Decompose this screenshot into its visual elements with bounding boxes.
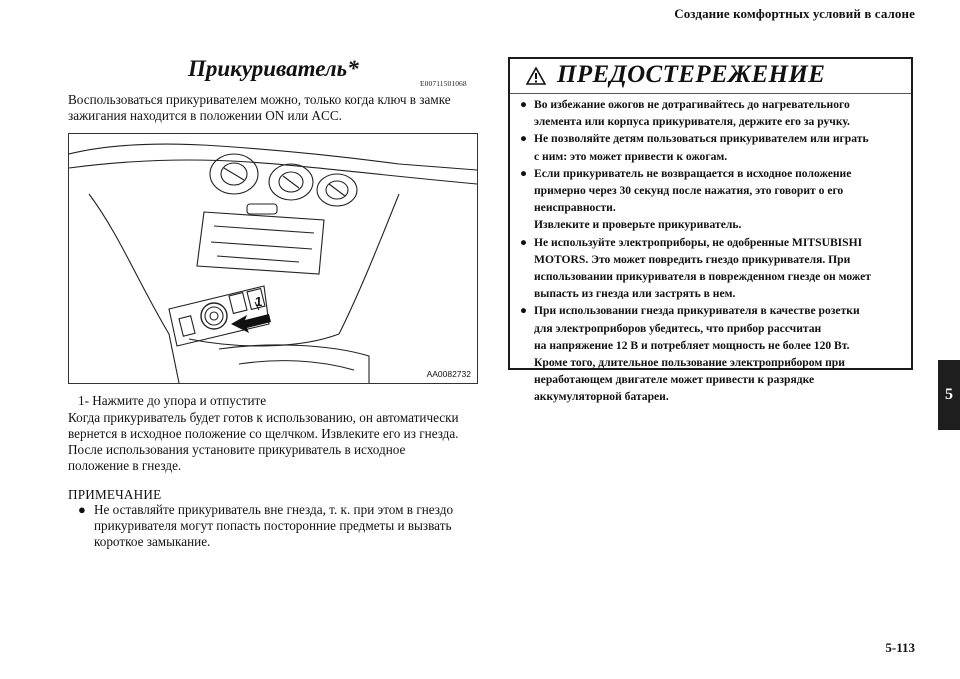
warning-line: использовании прикуривателя в поврежденном гнезде он может	[534, 270, 871, 284]
warning-list	[520, 96, 908, 406]
usage-paragraph	[68, 410, 480, 474]
warning-line: с ним: это может привести к ожогам.	[534, 149, 728, 163]
warning-line: Не позволяйте детям пользоваться прикуривателем или играть	[534, 132, 869, 146]
dashboard-drawing	[69, 134, 477, 383]
bullet: ●	[520, 98, 528, 111]
chapter-tab: 5	[938, 360, 960, 430]
warning-line: выпасть из гнезда или застрять в нем.	[534, 287, 736, 301]
bullet: ●	[520, 132, 528, 146]
paragraph-line: После использования установите прикуриватель в исходное	[68, 442, 406, 457]
warning-line: примерно через 30 секунд после нажатия, это говорит о его	[534, 184, 844, 198]
warning-line: Во избежание ожогов не дотрагивайтесь до нагревательного	[534, 98, 850, 111]
intro-line: Воспользоваться прикуривателем можно, только когда ключ в замке	[68, 92, 451, 107]
warning-line: на напряжение 12 В и потребляет мощность не более 120 Вт.	[534, 338, 850, 352]
warning-item	[520, 234, 908, 303]
warning-line: Если прикуриватель не возвращается в исходное положение	[534, 166, 852, 180]
page-number: 5-113	[885, 640, 915, 655]
paragraph-line: Когда прикуриватель будет готов к использованию, он автоматически	[68, 410, 459, 425]
step-instruction: 1- Нажмите до упора и отпустите	[78, 393, 267, 408]
warning-divider	[510, 93, 911, 94]
warning-item	[520, 165, 908, 234]
header-title: Создание комфортных условий в салоне	[674, 6, 915, 21]
warning-header	[510, 59, 911, 93]
intro-line: зажигания находится в положении ON или ACC.	[68, 108, 342, 123]
warning-line: Не используйте электроприборы, не одобренные MITSUBISHI	[534, 235, 863, 249]
section-code: E00711501068	[420, 79, 467, 88]
figure-callout-number: 1	[255, 294, 263, 309]
warning-box	[508, 57, 913, 404]
note-line: прикуривателя могут попасть посторонние предметы и вызвать	[94, 518, 452, 533]
bullet: ●	[520, 166, 528, 180]
warning-line: Кроме того, длительное пользование электроприбором при	[534, 356, 845, 370]
warning-item	[520, 130, 908, 164]
warning-line: MOTORS. Это может повредить гнездо прикуривателя. При	[534, 252, 851, 266]
warning-line: элемента или корпуса прикуривателя, держите его за ручку.	[534, 115, 850, 129]
warning-line: аккумуляторной батареи.	[534, 390, 669, 404]
warning-line: Извлеките и проверьте прикуриватель.	[534, 218, 742, 232]
warning-line: неработающем двигателе может привести к разрядке	[534, 373, 815, 387]
cigarette-lighter-illustration	[68, 133, 478, 384]
paragraph-line: вернется в исходное положение со щелчком. Извлеките его из гнезда.	[68, 426, 459, 441]
note-item	[78, 502, 480, 550]
warning-line: При использовании гнезда прикуривателя в качестве розетки	[534, 304, 860, 318]
warning-title: ПРЕДОСТЕРЕЖЕНИЕ	[557, 61, 826, 88]
section-title: Прикуриватель*	[188, 56, 359, 81]
intro-text	[68, 92, 478, 124]
press-arrow-icon	[231, 314, 271, 333]
warning-item	[520, 96, 908, 130]
warning-triangle-icon	[526, 67, 546, 85]
note-line: короткое замыкание.	[94, 534, 211, 549]
note-heading: ПРИМЕЧАНИЕ	[68, 487, 162, 502]
bullet: ●	[520, 235, 528, 249]
bullet: ●	[520, 304, 528, 318]
note-line: Не оставляйте прикуриватель вне гнезда, т. к. при этом в гнездо	[94, 502, 454, 517]
paragraph-line: положение в гнезде.	[68, 458, 182, 473]
figure-code: AA0082732	[426, 369, 471, 379]
bullet: ●	[78, 502, 86, 517]
warning-line: неисправности.	[534, 201, 616, 215]
warning-line: для электроприборов убедитесь, что прибор рассчитан	[534, 321, 822, 335]
warning-item	[520, 302, 908, 405]
